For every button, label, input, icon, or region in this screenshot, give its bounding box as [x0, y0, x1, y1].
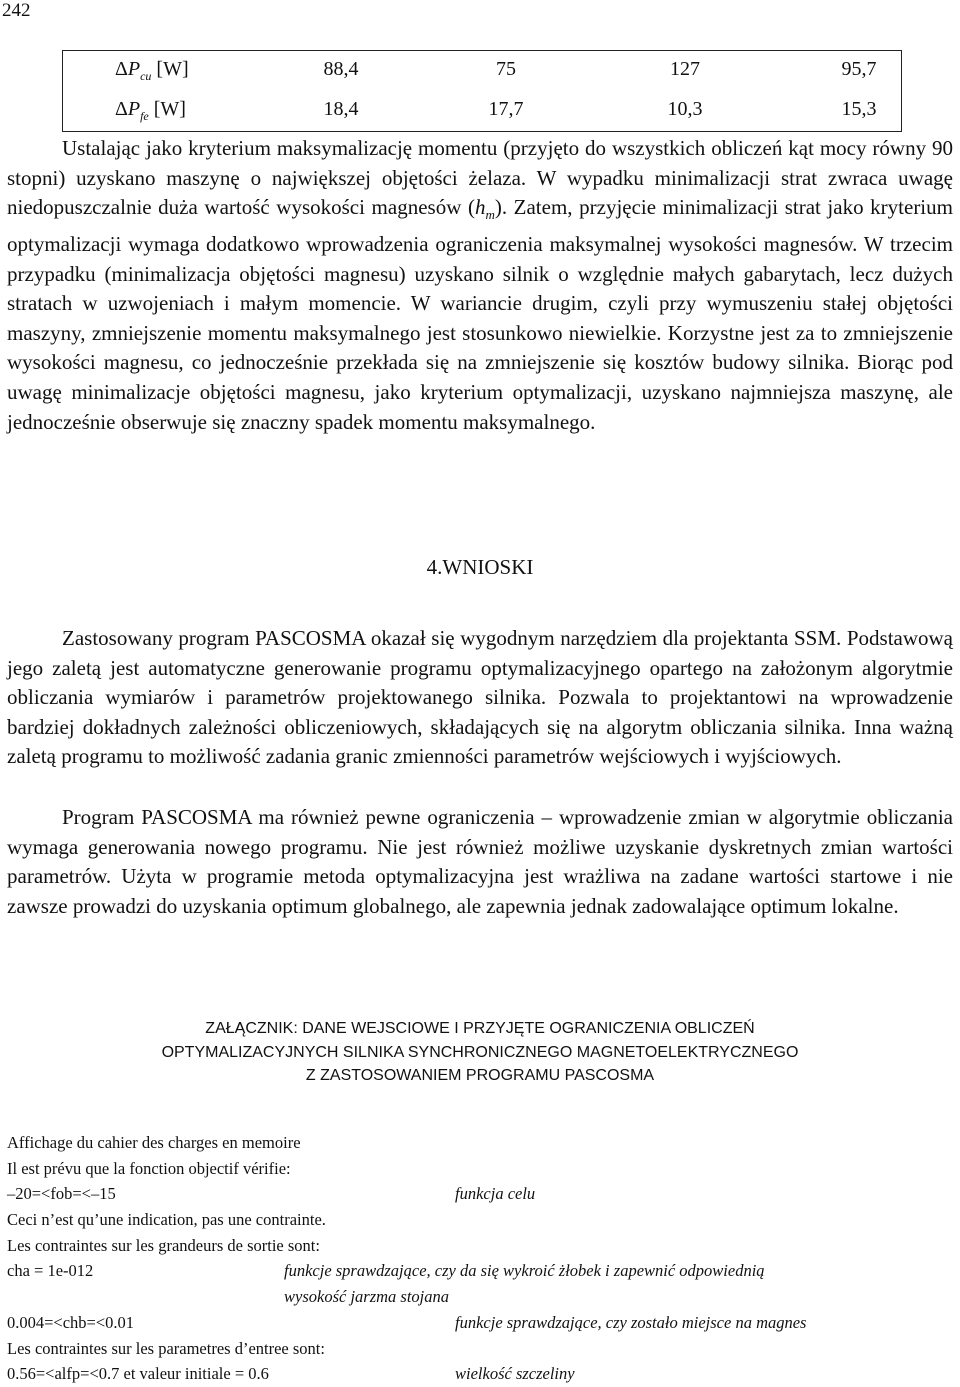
listing-text: Affichage du cahier des charges en memoire	[7, 1133, 301, 1152]
limitations-paragraph: Program PASCOSMA ma również pewne ograniczenia – wprowadzenie zmian w algorytmie obliczania wymaga generowania nowego programu. Nie jest również możliwe uzyskanie dyskretnych zmian wartości parametrów. Użyta w programie metoda optymalizacyjna jest wrażliwa na zadane wartości startowe i nie zawsze prowadzi do uzyskania optimum globalnego, ale zapewnia jednak zadowalające optimum lokalne.	[7, 805, 953, 918]
listing-note: wysokość jarzma stojana	[284, 1287, 449, 1307]
listing-line	[7, 1336, 953, 1362]
listing-text: 0.004=<chb=<0.01	[7, 1312, 135, 1332]
conclusions-paragraph: Zastosowany program PASCOSMA okazał się wygodnym narzędziem dla projektanta SSM. Podstawową jego zaletą jest automatyczne generowanie programu optymalizacyjnego opartego na założonym algorytmie obliczania wymiarów i parametrów projektowanego silnika. Pozwala to projektantowi na wprowadzenie bardziej dokładnych zależności obliczeniowych, składających się na algorytm obliczania silnika. Inna ważną zaletą programu to możliwość zadania granic zmienności parametrów wejściowych i wyjściowych.	[7, 626, 953, 769]
listing-text: 0.56=<alfp=<0.7 et valeur initiale = 0.6	[7, 1364, 269, 1384]
listing-text: –20=<fob=<–15	[7, 1184, 116, 1204]
listing-line	[7, 1258, 953, 1284]
section-heading: 4.WNIOSKI	[426, 555, 534, 579]
page-number: 242	[2, 0, 31, 21]
table-cell: 127	[670, 58, 700, 80]
table-cell: 17,7	[488, 98, 524, 120]
listing-line	[7, 1284, 953, 1310]
table-cell: 10,3	[667, 98, 703, 120]
table-row	[63, 98, 901, 128]
listing-note: funkcje sprawdzające, czy zostało miejsce na magnes	[455, 1312, 807, 1332]
listing-text: cha = 1e-012	[7, 1261, 94, 1281]
listing-text: Les contraintes sur les parametres d’entree sont:	[7, 1338, 325, 1358]
appendix-title-line: ZAŁĄCZNIK: DANE WEJSCIOWE I PRZYJĘTE OGRANICZENIA OBLICZEŃ	[205, 1020, 755, 1037]
appendix-title-line: OPTYMALIZACYJNYCH SILNIKA SYNCHRONICZNEGO MAGNETOELEKTRYCZNEGO	[161, 1043, 799, 1061]
results-table	[62, 50, 902, 132]
appendix-title-line: Z ZASTOSOWANIEM PROGRAMU PASCOSMA	[305, 1067, 655, 1084]
row-label: $\Delta P_{fe}$ [W]	[115, 98, 186, 123]
listing-line	[7, 1130, 953, 1156]
table-cell: 18,4	[323, 98, 359, 120]
table-cell: 95,7	[841, 58, 877, 80]
listing-line	[7, 1233, 953, 1259]
table-row	[63, 58, 901, 88]
listing-note: wielkość szczeliny	[455, 1364, 575, 1384]
results-discussion-paragraph: Ustalając jako kryterium maksymalizację momentu (przyjęto do wszystkich obliczeń kąt mocy równy 90 stopni) uzyskano maszynę o największej objętości żelaza. W wypadku minimalizacji strat zwraca uwagę niedopuszczalnie duża wartość wysokości magnesów $(h_m)$. Zatem, przyjęcie minimalizacji strat jako kryterium optymalizacji wymaga dodatkowo wprowadzenia ograniczenia maksymalnej wysokości magnesów. W trzecim przypadku (minimalizacja objętości magnesu) uzyskano silnik o względnie małych gabarytach, lecz dużych stratach w uzwojeniach i małym momencie. W wariancie drugim, czyli przy wymuszeniu stałej objętości maszyny, zmniejszenie momentu maksymalnego jest stosunkowo niewielkie. Korzystne jest za to zmniejszenie wysokości magnesu, co jednocześnie przekłada się na zmniejszenie się kosztów budowy silnika. Biorąc pod uwagę minimalizacje objętości magnesu, jako kryterium optymalizacji, uzyskano najmniejsza maszynę, ale jednocześnie obserwuje się znaczny spadek momentu maksymalnego.	[7, 136, 953, 434]
listing-text: Les contraintes sur les grandeurs de sortie sont:	[7, 1235, 320, 1255]
listing-note: funkcje sprawdzające, czy da się wykroić żłobek i zapewnić odpowiednią	[284, 1261, 765, 1281]
listing-text: Il est prévu que la fonction objectif vérifie:	[7, 1158, 291, 1178]
listing-text: Ceci n’est qu’une indication, pas une contrainte.	[7, 1210, 326, 1230]
listing-line	[7, 1310, 953, 1336]
row-label: $\Delta P_{cu}$ [W]	[115, 58, 189, 83]
table-cell: 88,4	[323, 58, 359, 80]
appendix-title	[0, 1017, 960, 1088]
table-cell: 75	[496, 58, 516, 80]
listing-line	[7, 1207, 953, 1233]
listing-line	[7, 1361, 953, 1387]
listing-line	[7, 1181, 953, 1207]
table-cell: 15,3	[841, 98, 877, 120]
listing-line	[7, 1156, 953, 1182]
input-data-listing	[7, 1130, 953, 1387]
listing-note: funkcja celu	[455, 1184, 536, 1204]
